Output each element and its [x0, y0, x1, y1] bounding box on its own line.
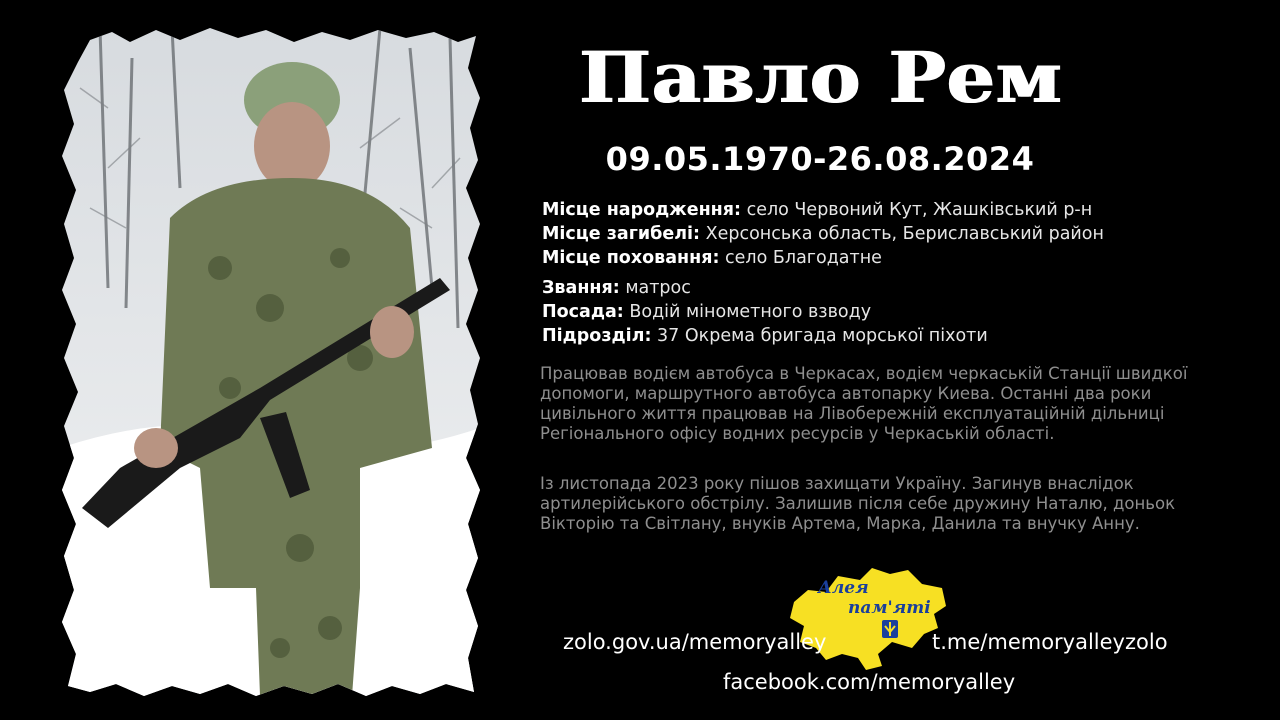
fact-label: Місце загибелі:: [542, 224, 701, 244]
fact-label: Місце народження:: [542, 200, 742, 220]
service-facts-group: [542, 276, 988, 348]
fact-label: Звання:: [542, 278, 620, 298]
life-dates: 09.05.1970-26.08.2024: [605, 140, 1035, 178]
biography-paragraph-civil: Працював водієм автобуса в Черкасах, водієм черкаській Станції швидкої допомоги, маршрутного автобуса автопарку Киева. Останні два роки цивільного життя працював на Лівобережній експлуатаційній дільниці Регіонального офісу водних ресурсів у Черкаській області.: [540, 364, 1188, 443]
facebook-link[interactable]: facebook.com/memoryalley: [723, 670, 1016, 694]
fact-label: Посада:: [542, 302, 624, 322]
logo-text-line2: пам'яті: [848, 598, 931, 618]
memory-alley-logo: [786, 562, 950, 672]
fact-value: село Червоний Кут, Жашківський р-н: [746, 200, 1093, 220]
fact-label: Підрозділ:: [542, 326, 652, 346]
fact-label: Місце поховання:: [542, 248, 720, 268]
fact-unit: [542, 324, 988, 348]
fact-value: матрос: [625, 278, 691, 298]
fact-value: Водій мінометного взводу: [629, 302, 872, 322]
biography-facts-group: [542, 198, 1104, 270]
site-link[interactable]: zolo.gov.ua/memoryalley: [563, 630, 827, 654]
fact-position: [542, 300, 988, 324]
fact-rank: [542, 276, 988, 300]
fact-value: Херсонська область, Бериславський район: [705, 224, 1104, 244]
fact-value: село Благодатне: [725, 248, 882, 268]
fact-death-place: [542, 222, 1104, 246]
fact-value: 37 Окрема бригада морської піхоти: [657, 326, 988, 346]
fact-burial-place: [542, 246, 1104, 270]
person-name: Павло Рем: [578, 36, 1062, 119]
telegram-link[interactable]: t.me/memoryalleyzolo: [932, 630, 1168, 654]
portrait-photo: [60, 28, 480, 696]
logo-text-line1: Алея: [818, 578, 869, 598]
fact-birthplace: [542, 198, 1104, 222]
biography-paragraph-service: Із листопада 2023 року пішов захищати Україну. Загинув внаслідок артилерійського обстрілу. Залишив після себе дружину Наталю, доньок Вікторію та Світлану, внуків Артема, Марка, Данила та внучку Анну.: [540, 474, 1176, 533]
